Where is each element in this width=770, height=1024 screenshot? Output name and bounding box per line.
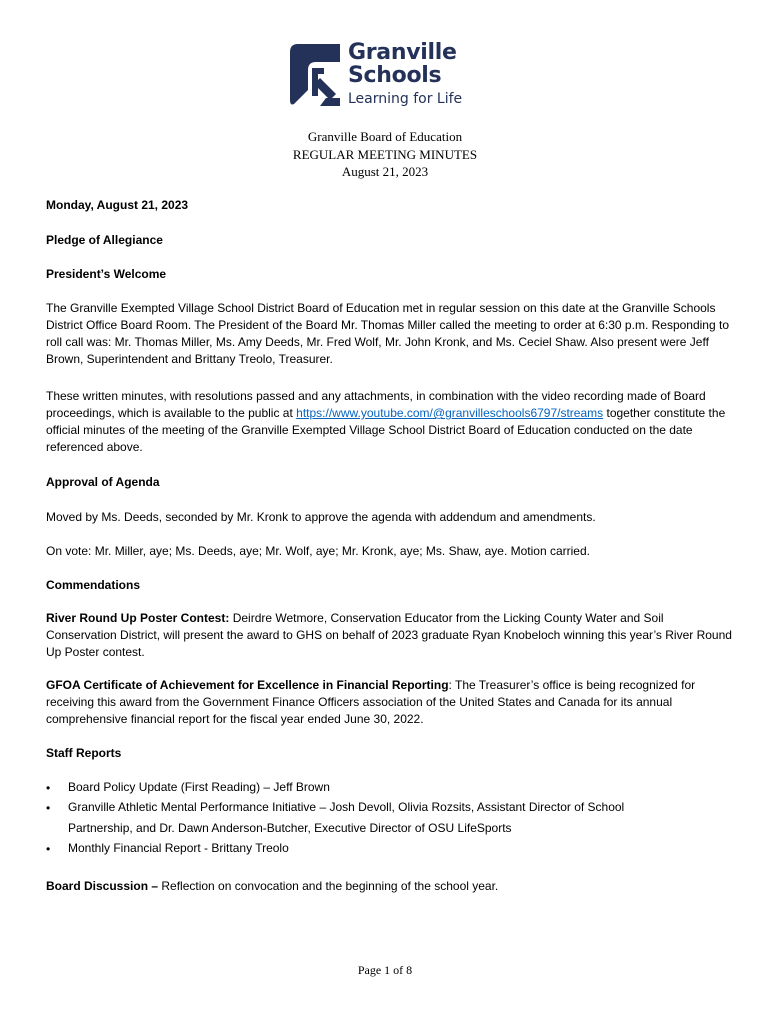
staff-report-item: Granville Athletic Mental Performance Initiative – Josh Devoll, Olivia Rozsits, Assistant Director of School Partnership, and Dr. Dawn Anderson-Butcher, Executive Director of OSU LifeSports bbox=[68, 800, 625, 835]
agenda-motion: Moved by Ms. Deeds, seconded by Mr. Kronk to approve the agenda with addendum and amendments. bbox=[46, 510, 596, 524]
bullet-icon: • bbox=[46, 842, 51, 856]
welcome-paragraph: The Granville Exempted Village School District Board of Education met in regular session on this date at the Granville Schools District Office Board Room. The President of the Board Mr. Thomas Miller called the meeting to order at 6:30 p.m. Responding to roll call was: Mr. Thomas Miller, Ms. Amy Deeds, Mr. Fred Wolf, Mr. John Kronk, and Ms. Ceciel Shaw. Also present were Jeff Brown, Superintendent and Brittany Treolo, Treasurer. bbox=[46, 301, 729, 366]
bullet-icon: • bbox=[46, 801, 51, 815]
staff-report-item: Monthly Financial Report - Brittany Treolo bbox=[68, 841, 289, 855]
commendations-heading: Commendations bbox=[46, 578, 141, 592]
staff-report-item: Board Policy Update (First Reading) – Jeff Brown bbox=[68, 780, 330, 794]
bullet-icon: • bbox=[46, 781, 51, 795]
agenda-vote: On vote: Mr. Miller, aye; Ms. Deeds, aye; Mr. Wolf, aye; Mr. Kronk, aye; Ms. Shaw, aye. Motion carried. bbox=[46, 544, 590, 558]
welcome-heading: President’s Welcome bbox=[46, 267, 167, 281]
commendation-gfoa-title: GFOA Certificate of Achievement for Excellence in Financial Reporting bbox=[46, 678, 449, 692]
header-meeting-type: REGULAR MEETING MINUTES bbox=[292, 147, 478, 162]
staff-reports-heading: Staff Reports bbox=[46, 746, 122, 760]
board-discussion bbox=[46, 878, 736, 895]
meeting-date-heading: Monday, August 21, 2023 bbox=[46, 198, 189, 212]
granville-g-logo-icon bbox=[290, 44, 340, 106]
minutes-text-before: These written minutes, with resolutions passed and any attachments, in combination with the video recording made of Board proceedings, which is available to the public at bbox=[46, 389, 706, 420]
logo-name-line2: Schools bbox=[348, 63, 442, 88]
commendation-river-roundup-text: Deirdre Wetmore, Conservation Educator from the Licking County Water and Soil Conservation District, will present the award to GHS on behalf of 2023 graduate Ryan Knobeloch winning this year’s River Round Up Poster contest. bbox=[46, 611, 732, 659]
agenda-heading: Approval of Agenda bbox=[46, 475, 160, 489]
commendation-river-roundup-title: River Round Up Poster Contest: bbox=[46, 611, 230, 625]
pledge-heading: Pledge of Allegiance bbox=[46, 233, 163, 247]
commendation-gfoa bbox=[46, 677, 736, 728]
minutes-paragraph bbox=[46, 388, 736, 456]
header-board-name: Granville Board of Education bbox=[307, 129, 463, 144]
header-date: August 21, 2023 bbox=[341, 164, 429, 179]
minutes-text-after: together constitute the official minutes of the meeting of the Granville Exempted Village School District Board of Education conducted on the date referenced above. bbox=[46, 406, 726, 454]
logo-name-line1: Granville bbox=[348, 40, 457, 65]
granville-schools-logo bbox=[290, 42, 480, 112]
logo-tagline: Learning for Life bbox=[348, 91, 463, 107]
page-number: Page 1 of 8 bbox=[357, 963, 413, 977]
youtube-streams-link[interactable]: https://www.youtube.com/@granvilleschools6797/streams bbox=[296, 406, 604, 420]
commendation-river-roundup bbox=[46, 610, 736, 661]
board-discussion-title: Board Discussion – bbox=[46, 879, 159, 893]
board-discussion-text: Reflection on convocation and the beginning of the school year. bbox=[158, 879, 499, 893]
commendation-gfoa-text: : The Treasurer’s office is being recognized for receiving this award from the Government Finance Officers association of the United States and Canada for its annual comprehensive financial report for the fiscal year ended June 30, 2022. bbox=[46, 678, 696, 726]
